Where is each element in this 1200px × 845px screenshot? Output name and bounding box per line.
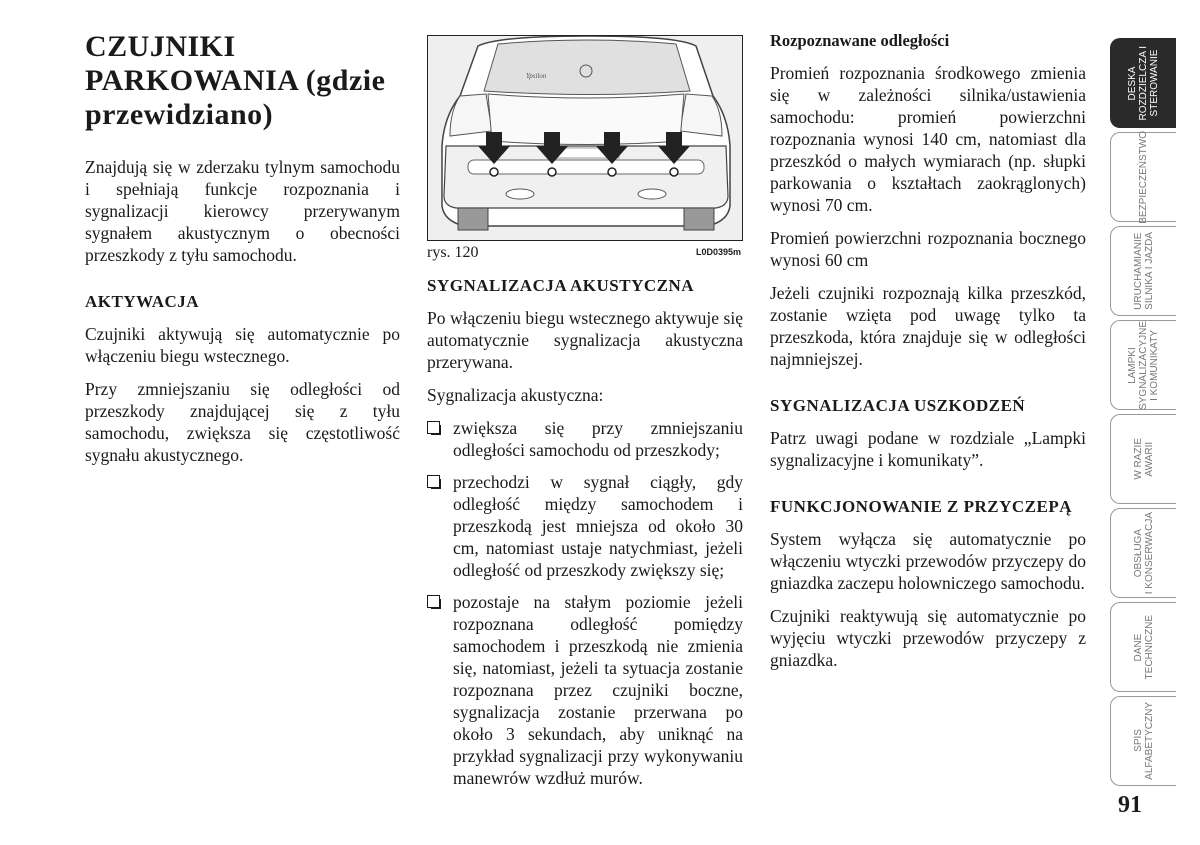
- range-paragraph-1: Promień rozpoznania środkowego zmienia się w zależności silnika/ustawienia samochodu: promień powierzchni rozpoznania wynosi 140 cm, natomiast dla przeszkód o małych wymiarach (np. słupki parkowania o kształtach zaokrąglonych) wynosi 70 cm.: [770, 63, 1086, 215]
- range-heading: Rozpoznawane odległości: [770, 31, 950, 50]
- acoustic-paragraph-2: Sygnalizacja akustyczna:: [427, 385, 604, 405]
- acoustic-heading: SYGNALIZACJA AKUSTYCZNA: [427, 276, 695, 295]
- car-rear-illustration: [428, 36, 743, 241]
- activation-paragraph-2: Przy zmniejszaniu się odległości od przeszkody znajdującej się z tyłu samochodu, zwiększa się częstotliwość sygnału akustycznego.: [85, 379, 400, 465]
- svg-text:Ypsilon: Ypsilon: [526, 72, 547, 80]
- tab-technical-data[interactable]: DANE TECHNICZNE: [1110, 602, 1176, 692]
- checkbox-bullet-icon: [427, 421, 440, 434]
- tab-dashboard-controls[interactable]: DESKA ROZDZIELCZA I STEROWANIE: [1110, 38, 1176, 128]
- acoustic-list: [427, 417, 743, 789]
- figure-label: rys. 120: [427, 244, 479, 261]
- column-middle: [427, 35, 743, 799]
- activation-paragraph-1: Czujniki aktywują się automatycznie po włączeniu biegu wstecznego.: [85, 324, 400, 366]
- tab-starting-driving[interactable]: URUCHAMIANIE SILNIKA I JAZDA: [1110, 226, 1176, 316]
- tab-maintenance[interactable]: OBSŁUGA I KONSERWACJA: [1110, 508, 1176, 598]
- page-number: 91: [1118, 792, 1142, 818]
- acoustic-paragraph-1: Po włączeniu biegu wstecznego aktywuje się automatycznie sygnalizacja akustyczna przerywana.: [427, 308, 743, 372]
- activation-heading: AKTYWACJA: [85, 292, 200, 311]
- list-item: zwiększa się przy zmniejszaniu odległości samochodu od przeszkody;: [427, 417, 743, 461]
- trailer-heading: FUNKCJONOWANIE Z PRZYCZEPĄ: [770, 497, 1073, 516]
- checkbox-bullet-icon: [427, 595, 440, 608]
- column-left: [85, 30, 400, 477]
- intro-paragraph: Znajdują się w zderzaku tylnym samochodu i spełniają funkcje rozpoznania i sygnalizacji kierowcy przerywanym sygnałem akustycznym o obecności przeszkody z tyłu samochodu.: [85, 157, 400, 265]
- column-right: [770, 30, 1086, 682]
- list-item: pozostaje na stałym poziomie jeżeli rozpoznana odległość pomiędzy samochodem i przeszkodą nie zmienia się, natomiast, jeżeli ta sytuacja zostanie rozpoznana przez czujniki boczne, sygnalizacja zostanie przerwana po około 3 sekundach, aby uniknąć na przykład sygnalizacji przy wykonywaniu manewrów wzdłuż murów.: [427, 591, 743, 789]
- list-item: przechodzi w sygnał ciągły, gdy odległość między samochodem i przeszkodą jest mniejsza od około 30 cm, natomiast ustaje natychmiast, jeżeli odległość od przeszkody zwiększy się;: [427, 471, 743, 581]
- fault-paragraph: Patrz uwagi podane w rozdziale „Lampki sygnalizacyjne i komunikaty”.: [770, 428, 1086, 470]
- tab-safety[interactable]: BEZPIECZEŃSTWO: [1110, 132, 1176, 222]
- range-paragraph-2: Promień powierzchni rozpoznania bocznego wynosi 60 cm: [770, 228, 1086, 270]
- trailer-paragraph-1: System wyłącza się automatycznie po włączeniu wtyczki przewodów przyczepy do gniazdka zaczepu holowniczego samochodu.: [770, 529, 1086, 593]
- fault-heading: SYGNALIZACJA USZKODZEŃ: [770, 396, 1026, 415]
- checkbox-bullet-icon: [427, 475, 440, 488]
- section-title: CZUJNIKI PARKOWANIA (gdzie przewidziano): [85, 30, 386, 131]
- tab-warning-lights[interactable]: LAMPKI SYGNALIZACYJNE I KOMUNIKATY: [1110, 320, 1176, 410]
- range-paragraph-3: Jeżeli czujniki rozpoznają kilka przeszkód, zostanie wzięta pod uwagę tylko ta przeszkoda, która znajduje się w odległości najmniejszej.: [770, 283, 1086, 369]
- tab-emergency[interactable]: W RAZIE AWARII: [1110, 414, 1176, 504]
- trailer-paragraph-2: Czujniki reaktywują się automatycznie po wyjęciu wtyczki przewodów przyczepy z gniazdka.: [770, 606, 1086, 670]
- tab-index[interactable]: SPIS ALFABETYCZNY: [1110, 696, 1176, 786]
- figure-code: L0D0395m: [695, 247, 741, 257]
- rear-sensors-figure: [427, 35, 743, 241]
